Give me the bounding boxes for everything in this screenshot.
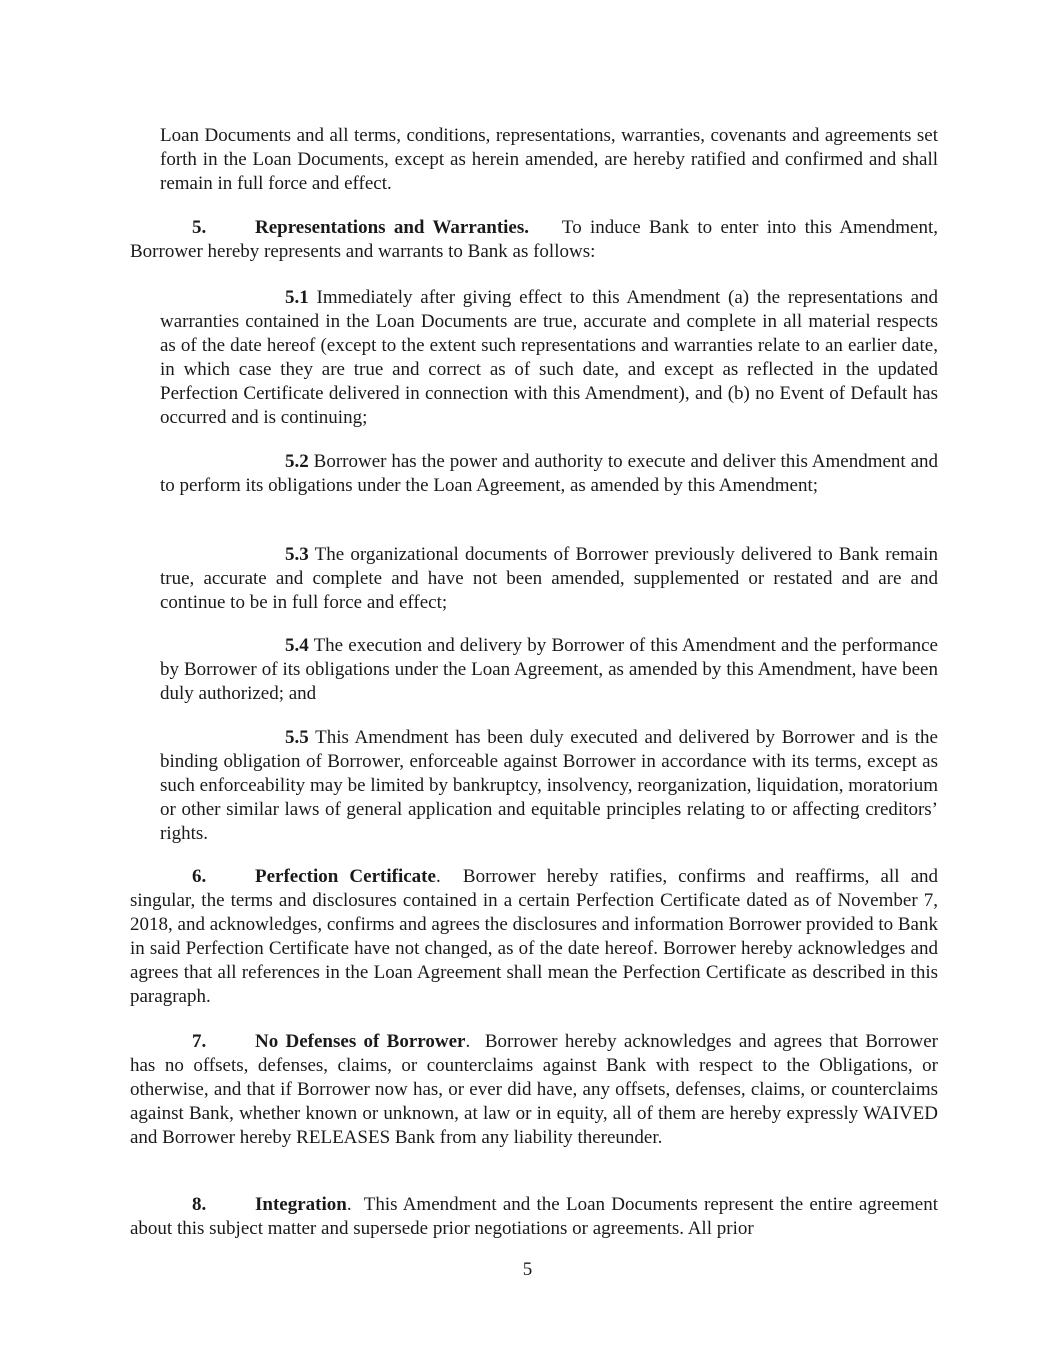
- section-title: Perfection Certificate: [255, 866, 436, 887]
- subsection-number: 5.1: [285, 287, 309, 308]
- page-number: 5: [522, 1259, 533, 1280]
- subsection-text: Borrower has the power and authority to execute and deliver this Amendment and to perform its obligations under the Loan Agreement, as amended by this Amendment;: [160, 451, 939, 496]
- section-5: [130, 216, 938, 264]
- subsection-text: The organizational documents of Borrower previously delivered to Bank remain true, accurate and complete and have not been amended, supplemented or restated and are and continue to be in full force and effect;: [160, 544, 938, 613]
- intro-paragraph: Loan Documents and all terms, conditions, representations, warranties, covenants and agreements set forth in the Loan Documents, except as herein amended, are hereby ratified and confirmed and shall remain in full force and effect.: [160, 125, 938, 194]
- section-8: [130, 1193, 938, 1241]
- subsection-text: This Amendment has been duly executed and delivered by Borrower and is the binding obligation of Borrower, enforceable against Borrower in accordance with its terms, except as such enforceability may be limited by bankruptcy, insolvency, reorganization, liquidation, moratorium or other similar laws of general application and equitable principles relating to or affecting creditors’ rights.: [160, 727, 938, 844]
- subsection-5-5: [160, 726, 938, 846]
- section-title: Integration: [255, 1194, 347, 1215]
- section-number: 5.: [192, 217, 207, 238]
- subsection-5-3: [160, 543, 938, 615]
- section-text: Borrower hereby ratifies, confirms and reaffirms, all and singular, the terms and disclosures contained in a certain Perfection Certificate dated as of November 7, 2018, and acknowledges, confirms and agrees the disclosures and information Borrower provided to Bank in said Perfection Certificate have not changed, as of the date hereof. Borrower hereby acknowledges and agrees that all references in the Loan Agreement shall mean the Perfection Certificate as described in this paragraph.: [130, 866, 939, 1007]
- subsection-number: 5.5: [285, 727, 309, 748]
- section-text: To induce Bank to enter into this Amendment, Borrower hereby represents and warrants to Bank as follows:: [130, 217, 939, 262]
- section-title-suffix: .: [346, 1194, 352, 1215]
- subsection-number: 5.2: [285, 451, 309, 472]
- section-7: [130, 1030, 938, 1150]
- subsection-text: Immediately after giving effect to this Amendment (a) the representations and warranties contained in the Loan Documents are true, accurate and complete in all material respects as of the date hereof (except to the extent such representations and warranties relate to an earlier date, in which case they are true and correct as of such date, and except as reflected in the updated Perfection Certificate delivered in connection with this Amendment), and (b) no Event of Default has occurred and is continuing;: [160, 287, 939, 428]
- section-number: 6.: [192, 866, 207, 887]
- subsection-text: The execution and delivery by Borrower of this Amendment and the performance by Borrower of its obligations under the Loan Agreement, as amended by this Amendment, have been duly authorized; and: [160, 635, 938, 704]
- section-title: Representations and Warranties.: [255, 217, 530, 238]
- section-text: Borrower hereby acknowledges and agrees that Borrower has no offsets, defenses, claims, or counterclaims against Bank with respect to the Obligations, or otherwise, and that if Borrower now has, or ever did have, any offsets, defenses, claims, or counterclaims against Bank, whether known or unknown, at law or in equity, all of them are hereby expressly WAIVED and Borrower hereby RELEASES Bank from any liability thereunder.: [130, 1031, 939, 1148]
- subsection-5-1: [160, 286, 938, 430]
- section-number: 7.: [192, 1031, 207, 1052]
- section-title: No Defenses of Borrower: [255, 1031, 466, 1052]
- subsection-number: 5.4: [285, 635, 309, 656]
- subsection-5-4: [160, 634, 938, 706]
- section-title-suffix: .: [465, 1031, 471, 1052]
- section-title-suffix: .: [435, 866, 441, 887]
- section-number: 8.: [192, 1194, 207, 1215]
- subsection-number: 5.3: [285, 544, 309, 565]
- section-text: This Amendment and the Loan Documents represent the entire agreement about this subject matter and supersede prior negotiations or agreements. All prior: [130, 1194, 938, 1239]
- section-6: [130, 865, 938, 1009]
- subsection-5-2: [160, 450, 938, 498]
